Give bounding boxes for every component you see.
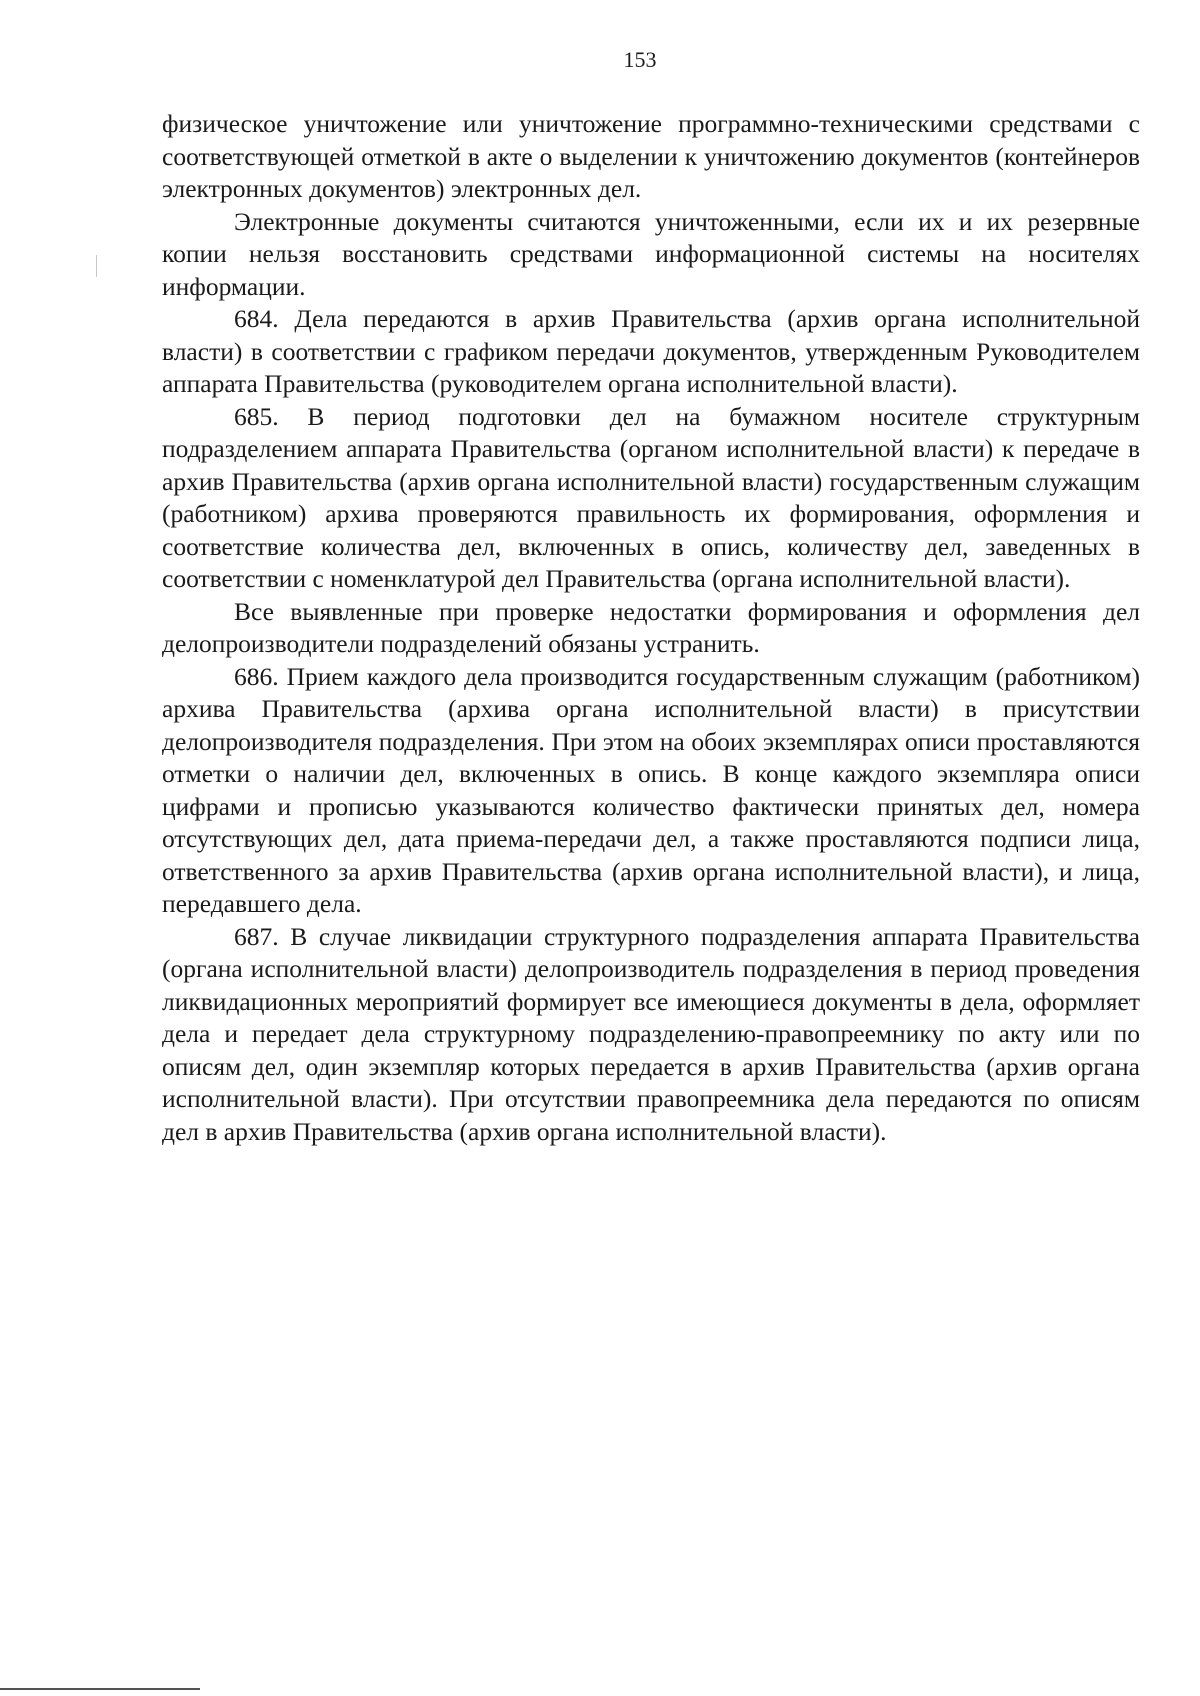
paragraph-continuation: физическое уничтожение или уничтожение программно-техническими средствами с соответствующей отметкой в акте о выделении к уничтожению документов (контейнеров электронных документов) электронных дел.: [162, 109, 1140, 203]
paragraph-deficiencies: Все выявленные при проверке недостатки формирования и оформления дел делопроизводители подразделений обязаны устранить.: [162, 596, 1140, 658]
bottom-edge-line: [0, 1688, 200, 1690]
paragraph-685: 685. В период подготовки дел на бумажном носителе структурным подразделением аппарата Правительства (органом исполнительной власти) к передаче в архив Правительства (архив органа исполнительной власти) государственным служащим (работником) архива проверяются правильность их формирования, оформления и соответствие количества дел, включенных в опись, количеству дел, заведенных в соответствии с номенклатурой дел Правительства (органа исполнительной власти).: [162, 401, 1140, 593]
page-number: 153: [623, 47, 657, 72]
scan-margin-mark: [96, 255, 97, 277]
paragraph-electronic-documents: Электронные документы считаются уничтоженными, если их и их резервные копии нельзя восстановить средствами информационной системы на носителях информации.: [162, 206, 1140, 301]
document-body: [162, 108, 1140, 1148]
paragraph-684: 684. Дела передаются в архив Правительства (архив органа исполнительной власти) в соответствии с графиком передачи документов, утвержденным Руководителем аппарата Правительства (руководителем органа исполнительной власти).: [162, 304, 1140, 398]
paragraph-687: 687. В случае ликвидации структурного подразделения аппарата Правительства (органа исполнительной власти) делопроизводитель подразделения в период проведения ликвидационных мероприятий формирует все имеющиеся документы в дела, оформляет дела и передает дела структурному подразделению-правопреемнику по акту или по описям дел, один экземпляр которых передается в архив Правительства (архив органа исполнительной власти). При отсутствии правопреемника дела передаются по описям дел в архив Правительства (архив органа исполнительной власти).: [162, 921, 1140, 1146]
paragraph-686: 686. Прием каждого дела производится государственным служащим (работником) архива Правительства (архива органа исполнительной власти) в присутствии делопроизводителя подразделения. При этом на обоих экземплярах описи проставляются отметки о наличии дел, включенных в опись. В конце каждого экземпляра описи цифрами и прописью указываются количество фактически принятых дел, номера отсутствующих дел, дата приема-передачи дел, а также проставляются подписи лица, ответственного за архив Правительства (архив органа исполнительной власти), и лица, передавшего дела.: [162, 661, 1140, 918]
